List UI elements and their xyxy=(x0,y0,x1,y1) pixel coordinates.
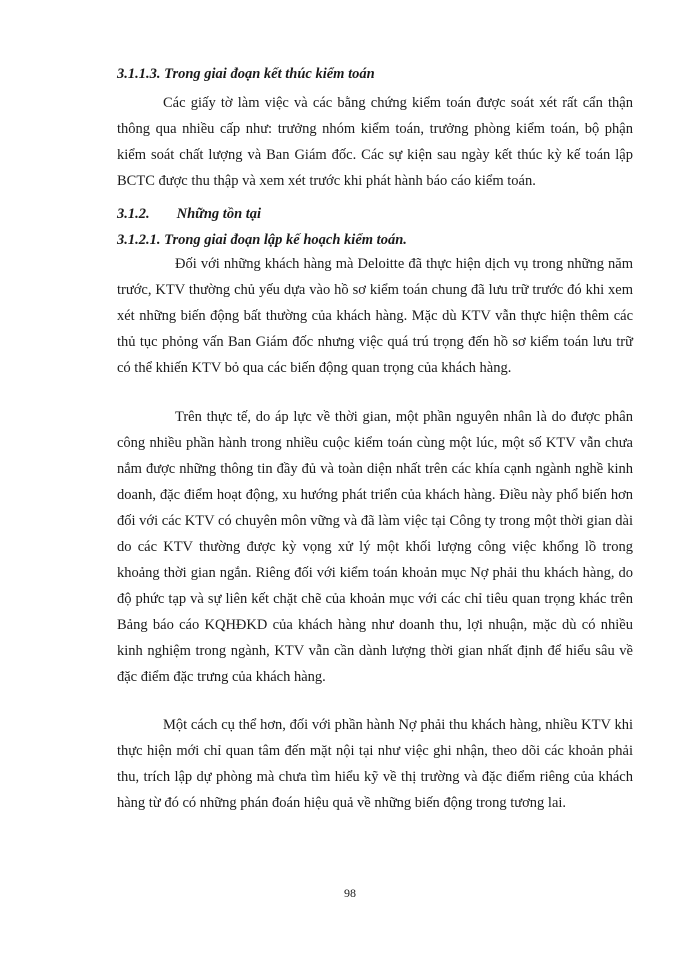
page-number: 98 xyxy=(344,886,356,900)
paragraph-time-pressure: Trên thực tế, do áp lực về thời gian, một phần nguyên nhân là do được phân công nhiều phần hành trong nhiều cuộc kiểm toán cùng một lúc, một số KTV vẫn chưa nắm được những thông tin đầy đủ và toàn diện nhất trên các khía cạnh ngành nghề kinh doanh, đặc điểm hoạt động, xu hướng phát triển của khách hàng. Điều này phổ biến hơn đối với các KTV có chuyên môn vững và đã làm việc tại Công ty trong một thời gian dài do các KTV thường được kỳ vọng xử lý một khối lượng công việc khổng lồ trong khoảng thời gian ngắn. Riêng đối với kiểm toán khoản mục Nợ phải thu khách hàng, do độ phức tạp và sự liên kết chặt chẽ của khoản mục với các chỉ tiêu quan trọng khác trên Bảng báo cáo KQHĐKD của khách hàng như doanh thu, lợi nhuận, mặc dù có nhiều kinh nghiệm trong ngành, KTV vẫn cần dành lượng thời gian nhất định để hiểu sâu về đặc điểm đặc trưng của khách hàng. xyxy=(117,409,633,685)
section-title: Trong giai đoạn lập kế hoạch kiểm toán. xyxy=(164,232,407,248)
paragraph-prior-year-clients: Đối với những khách hàng mà Deloitte đã thực hiện dịch vụ trong những năm trước, KTV thường chủ yếu dựa vào hồ sơ kiểm toán chung đã lưu trữ trước đó khi xem xét những biến động bất thường của khách hàng. Mặc dù KTV vẫn thực hiện thêm các thủ tục phỏng vấn Ban Giám đốc nhưng việc quá trú trọng đến hồ sơ kiểm toán lưu trữ có thể khiến KTV bỏ qua các biến động quan trọng của khách hàng. xyxy=(117,256,633,376)
paragraph-review-process: Các giấy tờ làm việc và các bằng chứng kiểm toán được soát xét rất cẩn thận thông qua nhiều cấp như: trưởng nhóm kiểm toán, trưởng phòng kiểm toán, bộ phận kiểm soát chất lượng và Ban Giám đốc. Các sự kiện sau ngày kết thúc kỳ kế toán lập BCTC được thu thập và xem xét trước khi phát hành báo cáo kiểm toán. xyxy=(117,95,633,189)
section-number: 3.1.2. xyxy=(117,206,150,222)
section-title: Trong giai đoạn kết thúc kiểm toán xyxy=(164,66,375,82)
paragraph-receivables-focus: Một cách cụ thể hơn, đối với phần hành Nợ phải thu khách hàng, nhiều KTV khi thực hiện mới chỉ quan tâm đến mặt nội tại như việc ghi nhận, theo dõi các khoản phải thu, trích lập dự phòng mà chưa tìm hiểu kỹ về thị trường và đặc điểm riêng của khách hàng từ đó có những phán đoán hiệu quả về những biến động trong tương lai. xyxy=(117,717,633,811)
section-heading-3-1-1-3 xyxy=(117,66,375,83)
section-number: 3.1.2.1. xyxy=(117,232,161,248)
section-title: Những tồn tại xyxy=(176,206,262,222)
section-number: 3.1.1.3. xyxy=(117,66,161,82)
section-heading-3-1-2-1 xyxy=(117,232,407,249)
section-heading-3-1-2 xyxy=(117,206,261,223)
